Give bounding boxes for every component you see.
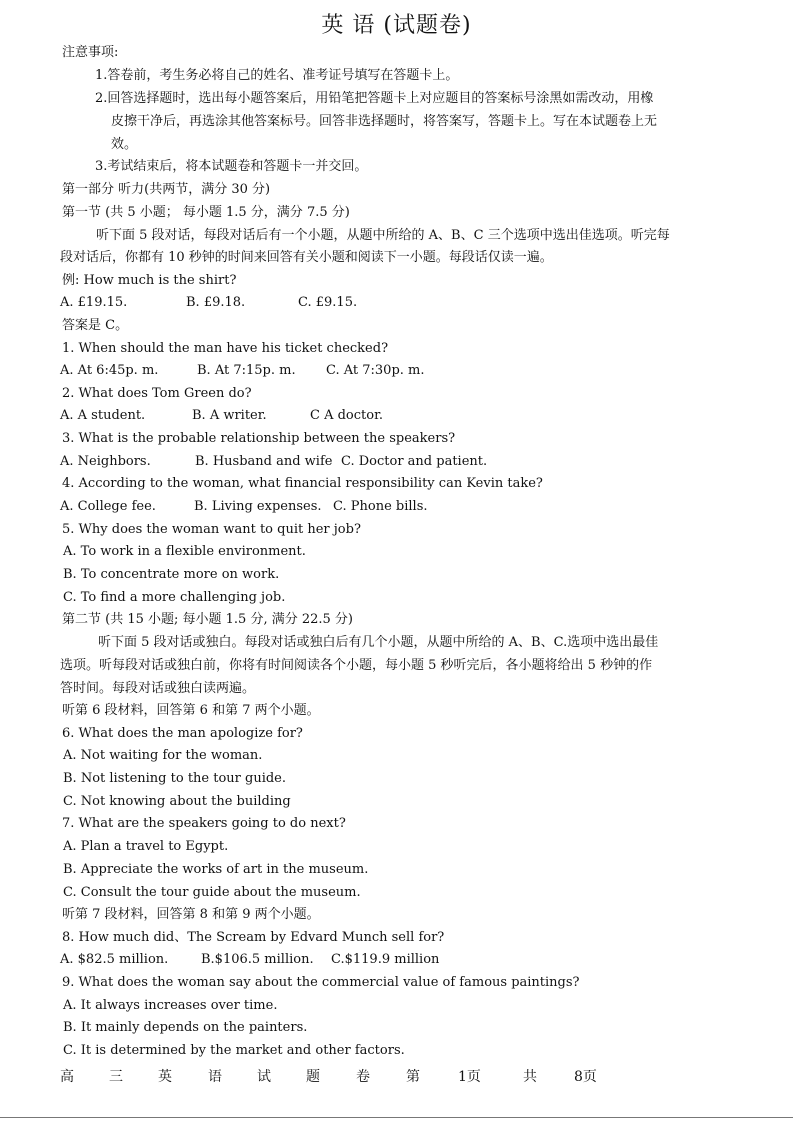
q6-option-b: B. Not listening to the tour guide. [63, 771, 287, 786]
notice-item-1: 1.答卷前，考生务必将自己的姓名、准考证号填写在答题卡上。 [95, 68, 459, 83]
notice-heading: 注意事项: [62, 45, 119, 60]
q7-option-c: C. Consult the tour guide about the museum. [63, 885, 361, 900]
q4-option-c: C. Phone bills. [333, 499, 428, 514]
q9-option-b: B. It mainly depends on the painters. [63, 1020, 308, 1035]
example-option-c: C. £9.15. [298, 295, 358, 310]
q1-option-a: A. At 6:45p. m. [60, 363, 159, 378]
question-7: 7. What are the speakers going to do next? [62, 816, 346, 831]
footer-char: 第 [406, 1069, 420, 1085]
page-title: 英 语 (试题卷) [321, 13, 472, 38]
q5-option-c: C. To find a more challenging job. [63, 590, 286, 605]
footer-char: 三 [109, 1069, 123, 1085]
q7-option-a: A. Plan a travel to Egypt. [63, 839, 229, 854]
section2-instructions: 听下面 5 段对话或独白。每段对话或独白后有几个小题，从题中所给的 A、B、C.选项中选出最佳 [98, 635, 659, 650]
footer-char: 英 [158, 1069, 172, 1085]
question-9: 9. What does the woman say about the commercial value of famous paintings? [62, 975, 580, 990]
question-3: 3. What is the probable relationship between the speakers? [62, 431, 456, 446]
q2-option-c: C A doctor. [310, 408, 383, 423]
q3-option-c: C. Doctor and patient. [341, 454, 488, 469]
section2-heading: 第二节 (共 15 小题; 每小题 1.5 分, 满分 22.5 分) [62, 612, 354, 627]
footer-char: 试 [257, 1069, 271, 1085]
footer-char: 题 [306, 1069, 320, 1085]
footer-char: 语 [208, 1069, 222, 1085]
q6-option-c: C. Not knowing about the building [63, 794, 291, 809]
section2-instructions-cont: 选项。听每段对话或独白前，你将有时间阅读各个小题，每小题 5 秒听完后，各小题将给出 5 秒钟的作 [60, 658, 653, 673]
material-7-note: 听第 7 段材料，回答第 8 和第 9 两个小题。 [62, 907, 320, 922]
footer-char: 高 [60, 1069, 74, 1085]
q3-option-b: B. Husband and wife [195, 454, 333, 469]
q8-option-c: C.$119.9 million [331, 952, 440, 967]
q4-option-a: A. College fee. [60, 499, 156, 514]
notice-item-2-cont: 皮擦干净后，再选涂其他答案标号。回答非选择题时，将答案写，答题卡上。写在本试题卷上无 [111, 114, 658, 129]
q1-option-b: B. At 7:15p. m. [197, 363, 296, 378]
section2-instructions-end: 答时间。每段对话或独白读两遍。 [60, 681, 256, 696]
question-8: 8. How much did、The Scream by Edvard Munch sell for? [62, 930, 445, 945]
section1-heading: 第一节 (共 5 小题； 每小题 1.5 分，满分 7.5 分) [62, 205, 350, 220]
q5-option-a: A. To work in a flexible environment. [63, 544, 306, 559]
section1-instructions: 听下面 5 段对话，每段对话后有一个小题，从题中所给的 A、B、C 三个选项中选出佳选项。听完每 [96, 228, 670, 243]
q9-option-c: C. It is determined by the market and other factors. [63, 1043, 405, 1058]
q2-option-b: B. A writer. [192, 408, 267, 423]
q8-option-a: A. $82.5 million. [60, 952, 169, 967]
q2-option-a: A. A student. [60, 408, 146, 423]
footer-char: 卷 [356, 1069, 370, 1085]
section1-instructions-cont: 段对话后，你都有 10 秒钟的时间来回答有关小题和阅读下一小题。每段话仅读一遍。 [60, 250, 553, 265]
notice-item-2: 2.回答选择题时，选出每小题答案后，用铅笔把答题卡上对应题目的答案标号涂黑如需改动，用橡 [95, 91, 654, 106]
footer-char: 共 [523, 1069, 537, 1085]
question-5: 5. Why does the woman want to quit her job? [62, 522, 361, 537]
notice-item-3: 3.考试结束后，将本试题卷和答题卡一并交回。 [95, 159, 368, 174]
part1-heading: 第一部分 听力(共两节，满分 30 分) [62, 182, 271, 197]
footer-page-number: 1页 [458, 1069, 481, 1085]
example-question: 例: How much is the shirt? [62, 273, 237, 288]
q4-option-b: B. Living expenses. [194, 499, 322, 514]
example-option-b: B. £9.18. [186, 295, 246, 310]
q6-option-a: A. Not waiting for the woman. [63, 748, 263, 763]
q9-option-a: A. It always increases over time. [63, 998, 278, 1013]
footer-page-total: 8页 [574, 1069, 597, 1085]
example-answer: 答案是 C。 [62, 318, 129, 333]
question-1: 1. When should the man have his ticket checked? [62, 341, 389, 356]
example-option-a: A. £19.15. [60, 295, 128, 310]
question-4: 4. According to the woman, what financial responsibility can Kevin take? [62, 476, 543, 491]
q7-option-b: B. Appreciate the works of art in the museum. [63, 862, 369, 877]
q8-option-b: B.$106.5 million. [201, 952, 314, 967]
q1-option-c: C. At 7:30p. m. [326, 363, 425, 378]
question-2: 2. What does Tom Green do? [62, 386, 252, 401]
notice-item-2-end: 效。 [111, 137, 138, 152]
q3-option-a: A. Neighbors. [60, 454, 151, 469]
q5-option-b: B. To concentrate more on work. [63, 567, 280, 582]
material-6-note: 听第 6 段材料，回答第 6 和第 7 两个小题。 [62, 703, 320, 718]
question-6: 6. What does the man apologize for? [62, 726, 303, 741]
bottom-divider [0, 1117, 793, 1118]
